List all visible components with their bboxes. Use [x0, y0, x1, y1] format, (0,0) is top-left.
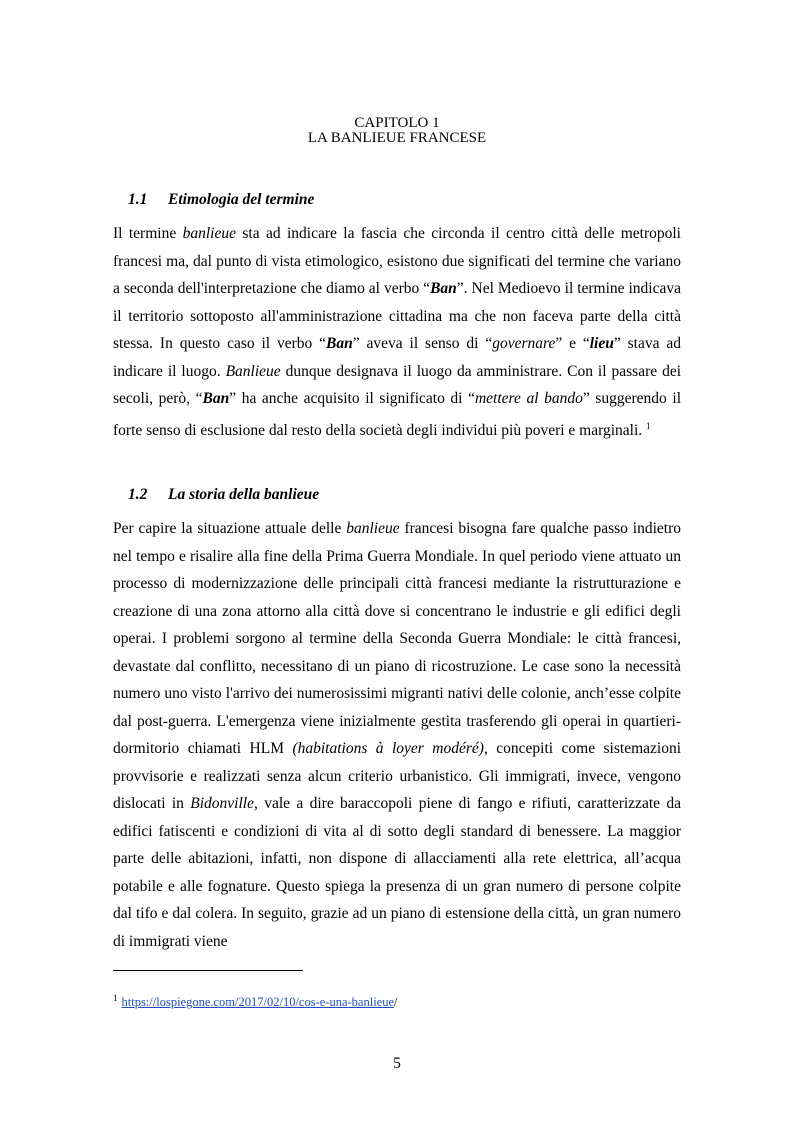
footnote-divider — [113, 970, 303, 971]
chapter-title: LA BANLIEUE FRANCESE — [307, 130, 487, 146]
footnote-link[interactable]: https://lospiegone.com/2017/02/10/cos-e-una-banlieue — [121, 995, 395, 1009]
section-number: 1.1 — [128, 191, 148, 208]
section-title: La storia della banlieue — [168, 486, 320, 503]
chapter-number: CAPITOLO 1 — [354, 115, 440, 131]
section-heading — [128, 486, 319, 504]
page-number: 5 — [393, 1055, 401, 1072]
footnote: $^1$ https://lospiegone.com/2017/02/10/cos-e-una-banlieue/ — [113, 993, 398, 1009]
section-heading — [128, 191, 314, 209]
section-number: 1.2 — [128, 486, 148, 503]
paragraph: Il termine banlieue sta ad indicare la fascia che circonda il centro città delle metropoli francesi ma, dal punto di vista etimologico, esistono due significati del termine che variano a seconda dell'interpretazione che diamo al verbo “Ban”. Nel Medioevo il termine indicava il territorio sottoposto all'amministrazione cittadina ma che non faceva parte della città stessa. In questo caso il verbo “Ban” aveva il senso di “governare” e “lieu” stava ad indicare il luogo. Banlieue dunque designava il luogo da amministrare. Con il passare dei secoli, però, “Ban” ha anche acquisito il significato di “mettere al bando” suggerendo il forte senso di esclusione dal resto della società degli individui più poveri e marginali. $^1$ — [113, 225, 682, 439]
footnote-reference[interactable]: 1 — [646, 420, 651, 431]
section-title: Etimologia del termine — [168, 191, 315, 208]
footnote-mark: 1 — [113, 993, 118, 1003]
paragraph: Per capire la situazione attuale delle banlieue francesi bisogna fare qualche passo indietro nel tempo e risalire alla fine della Prima Guerra Mondiale. In quel periodo viene attuato un processo di modernizzazione delle principali città francesi mediante la ristrutturazione e creazione di una zona attorno alla città dove si concentrano le industrie e gli edifici degli operai. I problemi sorgono al termine della Seconda Guerra Mondiale: le città francesi, devastate dal conflitto, necessitano di un piano di ricostruzione. Le case sono la necessità numero uno visto l'arrivo dei numerosissimi migranti nativi delle colonie, anch’esse colpite dal post-guerra. L'emergenza viene inizialmente gestita trasferendo gli operai in quartieri-dormitorio chiamati HLM (habitations à loyer modéré), concepiti come sistemazioni provvisorie e realizzati senza alcun criterio urbanistico. Gli immigrati, invece, vengono dislocati in Bidonville, vale a dire baraccopoli piene di fango e rifiuti, caratterizzate da edifici fatiscenti e condizioni di vita al di sotto degli standard di benessere. La maggior parte delle abitazioni, infatti, non dispone di allacciamenti alla rete elettrica, all’acqua potabile e alle fognature. Questo spiega la presenza di un gran numero di persone colpite dal tifo e dal colera. In seguito, grazie ad un piano di estensione della città, un gran numero di immigrati viene — [113, 520, 681, 950]
